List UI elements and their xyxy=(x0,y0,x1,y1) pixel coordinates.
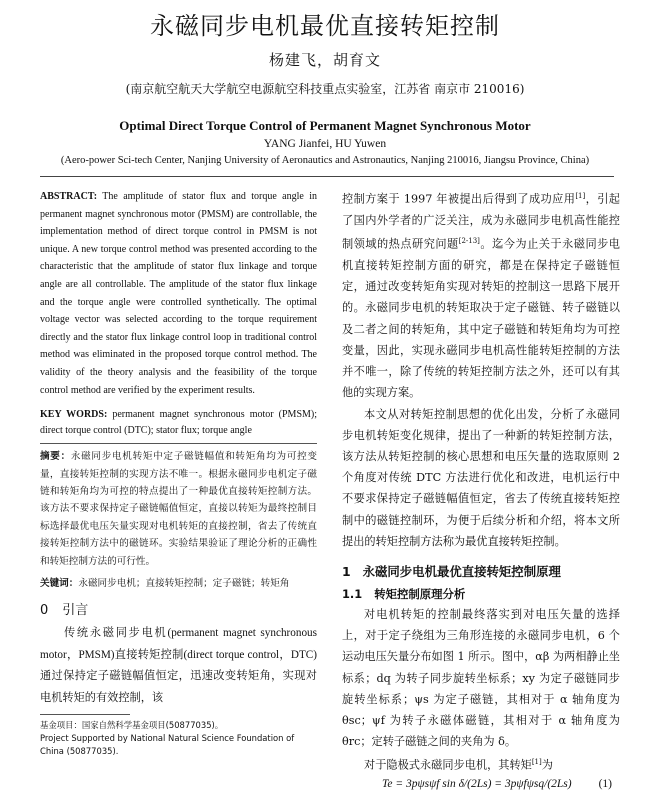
abstract-en xyxy=(40,188,317,399)
abstract-cn-text: 永磁同步电机转矩中定子磁链幅值和转矩角均为可控变量，直接转矩控制的实现方法不唯一。根据永磁同步电机定子磁链和转矩角均为可控的特点提出了一种最优直接转矩控制方法。该方法不要求保持定子磁链幅值恒定，直接以转矩为最终控制目标选择最优电压矢量实现对电机转矩的直接控制，省去了传统直接转矩控制方法中的磁链环。实验结果验证了理论分析的正确性和转矩控制方法的可行性。 xyxy=(40,451,318,567)
section-1-1-title: 转矩控制原理分析 xyxy=(374,586,466,601)
paragraph-history-part1: 控制方案于 1997 年被提出后得到了成功应用 xyxy=(342,192,576,206)
section-1-heading xyxy=(342,562,620,580)
section-1-1-number: 1.1 xyxy=(342,586,363,601)
abstract-cn-label: 摘要： xyxy=(40,451,71,463)
citation-1: [1] xyxy=(575,192,586,200)
paper-title-cn: 永磁同步电机最优直接转矩控制 xyxy=(150,12,500,40)
abstract-en-label: ABSTRACT: xyxy=(40,191,98,202)
left-column xyxy=(40,188,317,758)
paragraph-history xyxy=(342,186,620,404)
intro-number: 0 xyxy=(40,602,49,618)
header-divider xyxy=(40,176,614,177)
paragraph-torque-part2: 为 xyxy=(541,759,553,773)
keywords-cn xyxy=(40,576,317,592)
paper-title-en: Optimal Direct Torque Control of Permanent Magnet Synchronous Motor xyxy=(119,118,531,133)
intro-paragraph: 传统永磁同步电机(permanent magnet synchronous motor，PMSM)直接转矩控制(direct torque control，DTC)通过保持定子磁链幅值恒定，迅速改变转矩角，实现对电机转矩的有效控制，该 xyxy=(40,626,317,704)
authors-en: YANG Jianfei, HU Yuwen xyxy=(263,138,387,150)
keywords-en-label: KEY WORDS: xyxy=(40,409,108,421)
equation-1 xyxy=(342,778,620,790)
paragraph-torque-part1: 对于隐极式永磁同步电机，其转矩 xyxy=(364,759,532,773)
keywords-en-text: permanent magnet synchronous motor (PMSM); direct torque control (DTC); stator flux; torque angle xyxy=(40,409,318,436)
citation-2-13: [2-13] xyxy=(458,237,480,246)
paragraph-voltage-vectors: 对电机转矩的控制最终落实到对电压矢量的选择上，对于定子绕组为三角形连接的永磁同步电机，6 个运动电压矢量分布如图 1 所示。图中，αβ 为两相静止坐标系；dq 为转子同步旋转坐标系；xy 为定子磁链同步旋转坐标系；ψs 为定子磁链，其相对于 α 轴角度为 θsc；ψf 为转子永磁体磁链，其相对于 α 轴角度为 θrc；定转子磁链之间的夹角为 δ。 xyxy=(342,607,620,749)
citation-1b: [1] xyxy=(531,758,542,767)
abstract-divider xyxy=(40,443,317,444)
abstract-cn xyxy=(40,448,317,570)
affiliation-en: (Aero-power Sci-tech Center, Nanjing University of Aeronautics and Astronautics, Nanjing 210016, Jiangsu Province, China) xyxy=(60,155,590,166)
paragraph-history-part3: 。迄今为止关于永磁同步电机直接转矩控制方面的研究，都是在保持定子磁链恒定，通过改变转矩角实现对转矩的控制这一思路下展开的。永磁同步电机的转矩取决于定子磁链、转子磁链以及二者之间的转矩角，其中定子磁链和转矩角均为可控变量，因此，实现永磁同步电机高性能转矩控制的方法并不唯一，除了传统的转矩控制方法之外，还可以有其他的实现方案。 xyxy=(342,237,620,400)
intro-heading xyxy=(40,599,317,618)
paragraph-torque-intro xyxy=(342,752,620,776)
paragraph-history-part2: ，引起了国内外学者的广泛关注，成为永磁同步电机高性能控制领域的热点研究问题 xyxy=(342,192,620,251)
equation-1-body: Te = 3pψsψf sin δ/(2Ls) = 3pψfψsq/(2Ls) xyxy=(382,778,572,791)
authors-cn: 杨建飞，胡育文 xyxy=(268,51,381,69)
funding-en: Project Supported by National Natural Science Foundation of China (50877035). xyxy=(40,733,295,757)
abstract-en-text: The amplitude of stator flux and torque angle in permanent magnet synchronous motor (PMSM) are controllable, the implementation method of direct torque control in PMSM is not unique. A new torque control method was presented according to the characteristic that the amplitude of stator flux linkage and torque angle are all controllable. The amplitude of the stator flux linkage and the torque angle were controlled synthetically. The optimal voltage vector was selected according to the torque requirement directly and the stator flux linkage control loop in traditional control method was eliminated in the proposed torque control method. The validity of the theory analysis and the feasibility of the torque control method are verified by the experiment results. xyxy=(40,191,317,396)
section-1-title: 永磁同步电机最优直接转矩控制原理 xyxy=(362,563,561,579)
funding-cn: 基金项目：国家自然科学基金项目(50877035)。 xyxy=(40,720,224,731)
footnote-divider xyxy=(40,714,130,715)
intro-title: 引言 xyxy=(62,602,89,618)
section-1-1-heading xyxy=(342,586,620,602)
affiliation-cn: (南京航空航天大学航空电源航空科技重点实验室，江苏省 南京市 210016) xyxy=(125,82,525,96)
keywords-en xyxy=(40,407,317,438)
keywords-cn-text: 永磁同步电机；直接转矩控制；定子磁链；转矩角 xyxy=(78,577,290,589)
keywords-cn-label: 关键词： xyxy=(40,577,79,589)
paragraph-proposal: 本文从对转矩控制思想的优化出发，分析了永磁同步电机转矩变化规律，提出了一种新的转矩控制方法，该方法从转矩控制的核心思想和电压矢量的选取原则 2 个角度对传统 DTC 方法进行优化和改进，电机运行中不要求保持定子磁链幅值恒定，省去了传统直接转矩控制中的磁链控制环，为便于后续分析和介绍，将本文所提出的转矩控制方法称为最优直接转矩控制。 xyxy=(342,407,620,548)
section-1-number: 1 xyxy=(342,563,351,579)
right-column xyxy=(342,186,620,790)
equation-1-number: (1) xyxy=(598,778,612,791)
